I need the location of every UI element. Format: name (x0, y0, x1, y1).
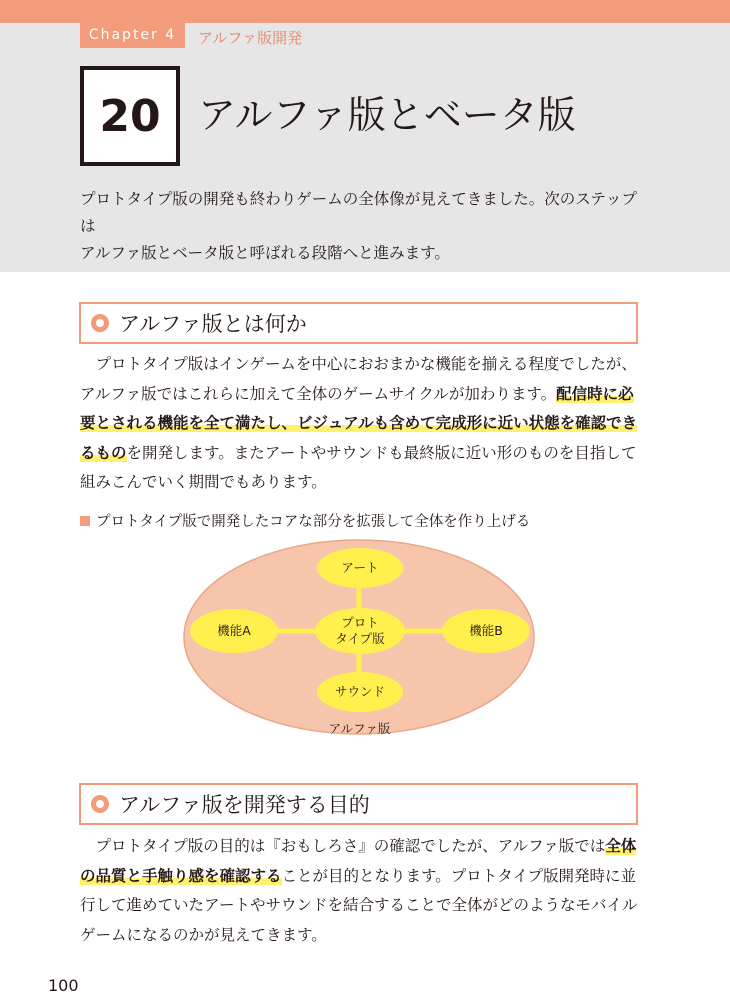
node-feature-a: 機能A (190, 609, 278, 653)
section-number: 20 (99, 90, 161, 142)
node-prototype-line1: プロト (341, 615, 379, 630)
node-prototype-line2: タイプ版 (335, 631, 385, 646)
square-bullet-icon (80, 516, 90, 526)
section-bullet-icon (91, 314, 109, 332)
highlighted-text: 全体の品質と手触り感を確認する (80, 837, 637, 885)
figure-caption (80, 510, 530, 531)
figure-caption-text: プロトタイプ版で開発したコアな部分を拡張して全体を作り上げる (96, 514, 531, 530)
node-art: アート (317, 548, 403, 588)
alpha-diagram (182, 538, 537, 738)
alpha-label: アルファ版 (328, 721, 391, 736)
paragraph-text: を開発します。またアートやサウンドも最終版に近い形のものを目指して組みこんでいく期間でもあります。 (80, 443, 637, 491)
top-accent-bar (0, 0, 730, 23)
page-title: アルファ版とベータ版 (198, 93, 576, 137)
section-heading-box (79, 783, 638, 825)
chapter-subtitle: アルファ版開発 (198, 29, 303, 47)
section-heading-box (79, 302, 638, 344)
paragraph-text: プロトタイプ版はインゲームを中心におおまかな機能を揃える程度でしたが、アルファ版ではこれらに加えて全体のゲームサイクルが加わります。 (80, 355, 637, 403)
node-sound: サウンド (317, 672, 403, 712)
section-number-box (80, 66, 180, 166)
page-number: 100 (48, 976, 79, 995)
paragraph-text: プロトタイプ版の目的は『おもしろさ』の確認でしたが、アルファ版では (80, 837, 606, 855)
intro-line: アルファ版とベータ版と呼ばれる段階へと進みます。 (80, 244, 450, 262)
intro-line: プロトタイプ版の開発も終わりゲームの全体像が見えてきました。次のステップは (80, 190, 637, 235)
section-heading: アルファ版を開発する目的 (119, 793, 370, 817)
highlighted-text: 配信時に必要とされる機能を全て満たし、ビジュアルも含めて完成形に近い状態を確認できるもの (80, 384, 638, 462)
node-prototype (315, 608, 405, 654)
node-feature-b: 機能B (442, 609, 530, 653)
paragraph-text: ことが目的となります。プロトタイプ版開発時に並行して進めていたアートやサウンドを結合することで全体がどのようなモバイルゲームになるのかが見えてきます。 (80, 866, 638, 944)
chapter-tag: Chapter 4 (80, 23, 185, 48)
section-paragraph (80, 350, 640, 498)
intro-text (80, 186, 650, 267)
section-paragraph (80, 832, 640, 950)
section-bullet-icon (91, 795, 109, 813)
section-heading: アルファ版とは何か (119, 312, 307, 336)
